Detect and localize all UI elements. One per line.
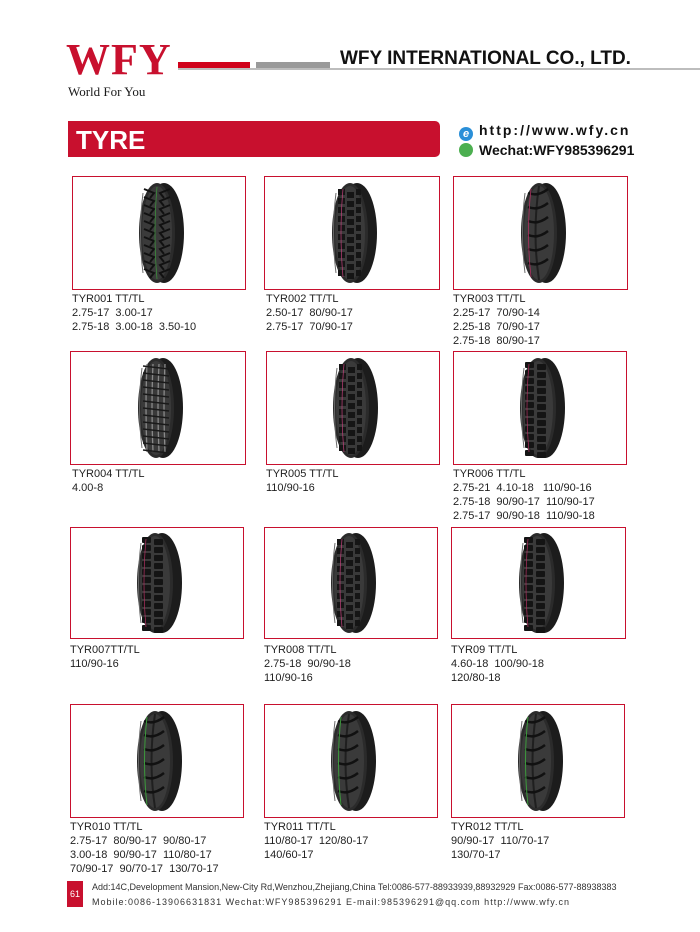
product-sizes: 140/60-17 <box>264 849 314 861</box>
tyre-icon <box>316 531 386 635</box>
product-code: TYR004 TT/TL <box>72 468 145 480</box>
product-sizes: 2.75-21 4.10-18 110/90-16 <box>453 482 592 494</box>
company-name: WFY INTERNATIONAL CO., LTD. <box>340 48 631 69</box>
tyre-icon <box>122 709 192 813</box>
product-image-frame <box>453 351 627 465</box>
section-title: TYRE <box>76 125 146 155</box>
product-sizes: 110/90-16 <box>266 482 315 494</box>
product-sizes: 130/70-17 <box>451 849 501 861</box>
product-label <box>451 643 544 685</box>
website-contact[interactable] <box>459 122 630 141</box>
product-sizes: 120/80-18 <box>451 672 501 684</box>
product-sizes: 2.75-17 80/90-17 90/80-17 <box>70 835 207 847</box>
product-sizes: 2.25-18 70/90-17 <box>453 321 540 333</box>
product-code: TYR012 TT/TL <box>451 821 524 833</box>
product-label <box>70 820 219 876</box>
product-sizes: 3.00-18 90/90-17 110/80-17 <box>70 849 212 861</box>
tyre-icon <box>503 709 573 813</box>
wechat-contact <box>459 142 634 158</box>
product-image-frame <box>70 351 246 465</box>
product-sizes: 2.75-18 90/90-17 110/90-17 <box>453 496 595 508</box>
product-code: TYR011 TT/TL <box>264 821 336 833</box>
product-image-frame <box>451 527 626 639</box>
product-label <box>266 467 339 495</box>
footer-address: Add:14C,Development Mansion,New-City Rd,Wenzhou,Zhejiang,China Tel:0086-577-88933939,88932929 Fax:0086-577-88938383 <box>92 882 617 892</box>
wechat-icon <box>459 143 473 157</box>
website-link[interactable]: http://www.wfy.cn <box>479 122 631 138</box>
product-code: TYR003 TT/TL <box>453 293 526 305</box>
product-image-frame <box>70 704 244 818</box>
product-code: TYR002 TT/TL <box>266 293 339 305</box>
product-code: TYR008 TT/TL <box>264 644 337 656</box>
product-sizes: 2.75-17 70/90-17 <box>266 321 353 333</box>
logo-text: WFY <box>66 35 172 84</box>
logo-slogan: World For You <box>68 84 146 99</box>
product-sizes: 70/90-17 90/70-17 130/70-17 <box>70 863 219 875</box>
product-image-frame <box>264 527 438 639</box>
product-sizes: 110/90-16 <box>264 672 313 684</box>
product-code: TYR001 TT/TL <box>72 293 145 305</box>
browser-icon: e <box>459 127 473 141</box>
product-image-frame <box>264 176 440 290</box>
product-image-frame <box>264 704 438 818</box>
product-label <box>264 643 351 685</box>
product-label <box>70 643 140 671</box>
tyre-icon <box>318 356 388 460</box>
footer-contact: Mobile:0086-13906631831 Wechat:WFY985396291 E-mail:985396291@qq.com http://www.wfy.cn <box>92 897 571 907</box>
product-code: TYR006 TT/TL <box>453 468 526 480</box>
product-label <box>72 467 145 495</box>
product-sizes: 110/90-16 <box>70 658 119 670</box>
wechat-id: Wechat:WFY985396291 <box>479 142 635 158</box>
product-sizes: 2.25-17 70/90-14 <box>453 307 540 319</box>
tyre-icon <box>505 356 575 460</box>
section-banner <box>68 121 440 157</box>
product-sizes: 2.75-18 90/90-18 <box>264 658 351 670</box>
product-label <box>264 820 368 862</box>
tyre-icon <box>124 181 194 285</box>
product-image-frame <box>70 527 244 639</box>
product-image-frame <box>453 176 628 290</box>
tyre-icon <box>317 181 387 285</box>
product-code: TYR09 TT/TL <box>451 644 518 656</box>
tyre-icon <box>504 531 574 635</box>
product-label <box>453 467 595 523</box>
tyre-icon <box>122 531 192 635</box>
product-code: TYR010 TT/TL <box>70 821 143 833</box>
product-label <box>451 820 549 862</box>
product-image-frame <box>451 704 625 818</box>
tyre-icon <box>316 709 386 813</box>
product-sizes: 4.00-8 <box>72 482 104 494</box>
tyre-icon <box>123 356 193 460</box>
product-sizes: 2.75-18 80/90-17 <box>453 335 540 347</box>
product-image-frame <box>72 176 246 290</box>
product-sizes: 2.75-17 3.00-17 <box>72 307 153 319</box>
product-label <box>453 292 540 348</box>
product-sizes: 2.75-17 90/90-18 110/90-18 <box>453 510 595 522</box>
product-sizes: 4.60-18 100/90-18 <box>451 658 544 670</box>
product-label <box>266 292 353 334</box>
page-number: 61 <box>67 881 83 907</box>
product-sizes: 2.50-17 80/90-17 <box>266 307 353 319</box>
company-logo <box>66 35 176 99</box>
product-code: TYR005 TT/TL <box>266 468 339 480</box>
product-code: TYR007TT/TL <box>70 644 140 656</box>
product-sizes: 110/80-17 120/80-17 <box>264 835 369 847</box>
tyre-icon <box>506 181 576 285</box>
product-image-frame <box>266 351 440 465</box>
product-sizes: 90/90-17 110/70-17 <box>451 835 550 847</box>
product-label <box>72 292 196 334</box>
product-sizes: 2.75-18 3.00-18 3.50-10 <box>72 321 197 333</box>
